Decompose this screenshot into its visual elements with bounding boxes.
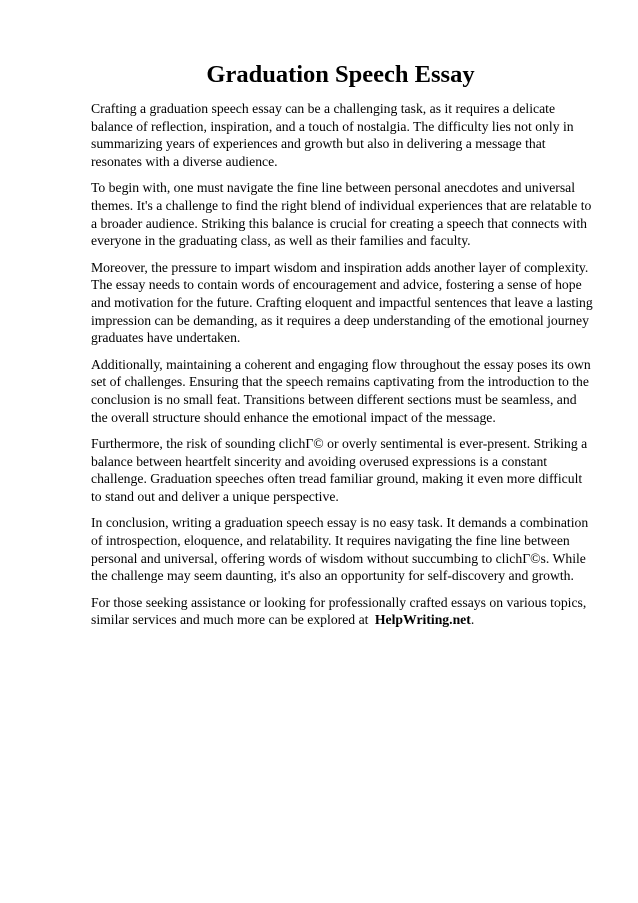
paragraph-4: Additionally, maintaining a coherent and engaging flow throughout the essay poses its own set of challenges. Ensuring that the speech remains captivating from the introduction to the conclusion is no small feat. Transitions between different sections must be seamless, and the overall structure should enhance the emotional impact of the message.	[91, 356, 591, 425]
paragraph-6: In conclusion, writing a graduation speech essay is no easy task. It demands a combination of introspection, eloquence, and relatability. It requires navigating the fine line between personal and universal, offering words of wisdom without succumbing to clichГ©s. While the challenge may seem daunting, it's also an opportunity for self-discovery and growth.	[91, 515, 589, 584]
closing-paragraph	[91, 594, 594, 629]
helpwriting-link[interactable]: HelpWriting.net	[374, 612, 471, 628]
paragraph-3: Moreover, the pressure to impart wisdom and inspiration adds another layer of complexity. The essay needs to contain words of encouragement and advice, fostering a sense of hope and motivation for the future. Crafting eloquent and impactful sentences that leave a lasting impression can be demanding, as it requires a deep understanding of the emotional journey graduates have undertaken.	[91, 259, 593, 346]
closing-text: For those seeking assistance or looking for professionally crafted essays on various topics, similar services and much more can be explored at	[91, 594, 587, 628]
paragraph-1: Crafting a graduation speech essay can be a challenging task, as it requires a delicate balance of reflection, inspiration, and a touch of nostalgia. The difficulty lies not only in summarizing years of experiences and growth but also in delivering a message that resonates with a diverse audience.	[91, 101, 574, 169]
paragraph-2: To begin with, one must navigate the fine line between personal anecdotes and universal themes. It's a challenge to find the right blend of individual experiences that are relatable to a broader audience. Striking this balance is crucial for creating a speech that connects with everyone in the graduating class, as well as their families and faculty.	[91, 180, 592, 249]
closing-punctuation: .	[470, 612, 475, 628]
paragraph-5: Furthermore, the risk of sounding clichГ© or overly sentimental is ever-present. Striking a balance between heartfelt sincerity and avoiding overused expressions is a constant challenge. Graduation speeches often tread familiar ground, making it even more difficult to stand out and deliver a unique perspective.	[91, 436, 588, 504]
document-title: Graduation Speech Essay	[206, 61, 475, 88]
